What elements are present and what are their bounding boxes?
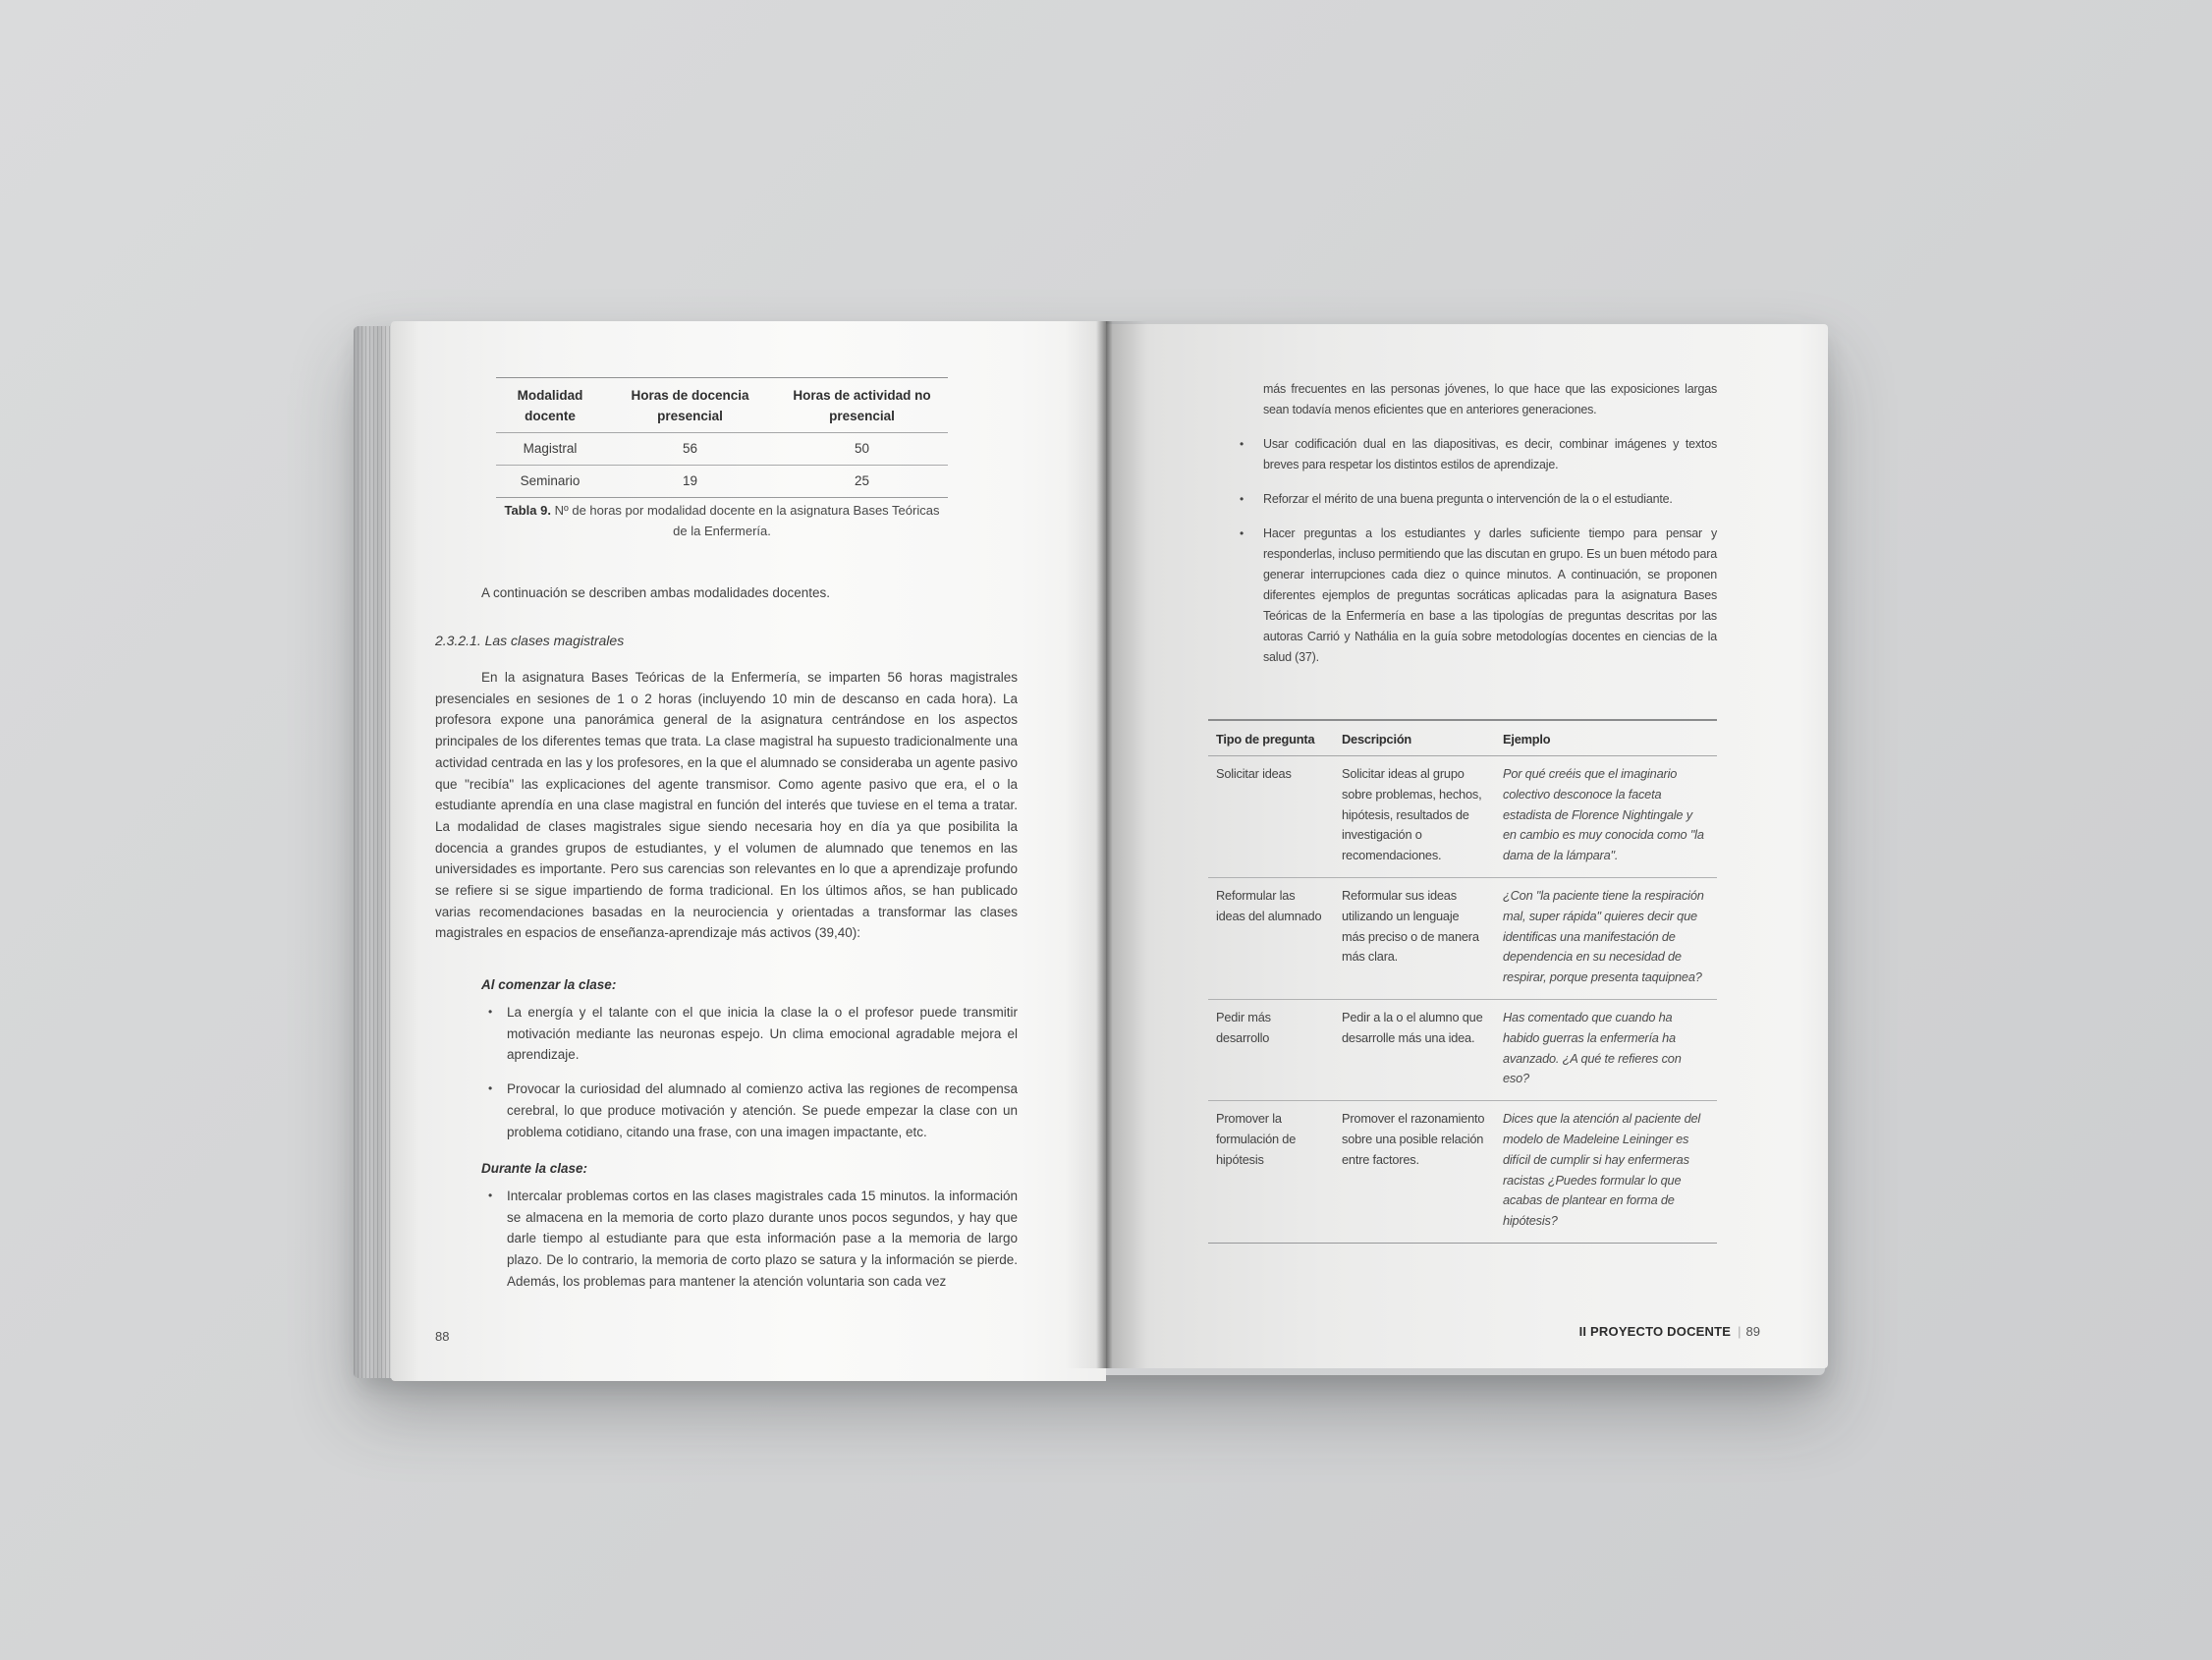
table-caption [496,500,948,541]
col-header-modalidad: Modalidad docente [496,378,604,433]
table-row [496,466,948,498]
bullet-list-recommendations [1240,434,1717,681]
bullet-icon: • [1240,437,1244,451]
table-header-row [496,378,948,433]
table-caption-label: Tabla 9. [504,503,551,518]
table-header-row [1208,720,1717,756]
bullet-icon: • [488,1005,493,1019]
list-item-text: Provocar la curiosidad del alumnado al comienzo activa las regiones de recompensa cerebral, lo que produce motivación y atención. Se puede empezar la clase con un problema cotidiano, citando una frase, con una imagen impactante, etc. [507,1081,1018,1139]
bullet-icon: • [1240,492,1244,506]
list-item-text: Intercalar problemas cortos en las clases magistrales cada 15 minutos. la información se almacena en la memoria de corto plazo durante unos pocos segundos, y hay que darle tiempo al estudiante para que esta información pase a la memoria de largo plazo. De lo contrario, la memoria de corto plazo se satura y la información se pierde. Además, los problemas para mantener la atención voluntaria son cada vez [507,1189,1018,1289]
list-item [1240,524,1717,668]
table-caption-text: Nº de horas por modalidad docente en la asignatura Bases Teóricas de la Enfermería. [550,503,940,538]
cell-tipo: Reformular las ideas del alumnado [1208,877,1334,999]
list-item [488,1186,1018,1293]
cell-ejemplo: ¿Con "la paciente tiene la respiración mal, super rápida" quieres decir que identificas una manifestación de dependencia en su necesidad de respirar, porque presenta taquipnea? [1495,877,1717,999]
cell-descripcion: Pedir a la o el alumno que desarrolle más una idea. [1334,999,1495,1100]
cell-tipo: Pedir más desarrollo [1208,999,1334,1100]
table-row [1208,999,1717,1100]
cell-tipo: Promover la formulación de hipótesis [1208,1101,1334,1244]
cell-modalidad: Magistral [496,433,604,466]
table-row [1208,756,1717,878]
question-types-table [1208,719,1717,1244]
page-footer [1208,1324,1760,1339]
col-header-tipo: Tipo de pregunta [1208,720,1334,756]
table-row [1208,1101,1717,1244]
page-number-right: 89 [1745,1324,1760,1339]
list-item-text: Reforzar el mérito de una buena pregunta o intervención de la o el estudiante. [1263,492,1673,506]
col-header-ejemplo: Ejemplo [1495,720,1717,756]
col-header-actividad: Horas de actividad no presencial [776,378,948,433]
list-item-text: La energía y el talante con el que inicia la clase la o el profesor puede transmitir motivación mediante las neuronas espejo. Un clima emocional agradable mejora el aprendizaje. [507,1005,1018,1063]
cell-horas-actividad: 25 [776,466,948,498]
cell-ejemplo: Has comentado que cuando ha habido guerras la enfermería ha avanzado. ¿A qué te refieres con eso? [1495,999,1717,1100]
cell-modalidad: Seminario [496,466,604,498]
col-header-descripcion: Descripción [1334,720,1495,756]
list-item-text: Hacer preguntas a los estudiantes y darles suficiente tiempo para pensar y responderlas, incluso permitiendo que las discutan en grupo. Es un buen método para generar interrupciones cada diez o quince minutos. A continuación, se proponen diferentes ejemplos de preguntas socráticas aplicadas para la asignatura Bases Teóricas de la Enfermería en base a las tipologías de preguntas descritas por las autoras Carrió y Nathália en la guía sobre metodologías docentes en ciencias de la salud (37). [1263,526,1717,664]
cell-horas-docencia: 56 [604,433,776,466]
cell-tipo: Solicitar ideas [1208,756,1334,878]
cell-horas-docencia: 19 [604,466,776,498]
bullet-list-durante [488,1186,1018,1305]
bullet-list-al-comenzar [488,1002,1018,1155]
table-row [496,433,948,466]
subheading-al-comenzar: Al comenzar la clase: [481,977,617,992]
cell-ejemplo: Por qué creéis que el imaginario colectivo desconoce la faceta estadista de Florence Nightingale y en cambio es muy conocida como "la dama de la lámpara". [1495,756,1717,878]
bullet-icon: • [1240,526,1244,540]
list-item-text: Usar codificación dual en las diapositivas, es decir, combinar imágenes y textos breves para respetar los distintos estilos de aprendizaje. [1263,437,1717,471]
list-item [1240,434,1717,475]
book-page-stack-edge [354,326,393,1378]
cell-horas-actividad: 50 [776,433,948,466]
cell-descripcion: Solicitar ideas al grupo sobre problemas, hechos, hipótesis, resultados de investigación o recomendaciones. [1334,756,1495,878]
table-row [1208,877,1717,999]
section-heading: 2.3.2.1. Las clases magistrales [435,633,625,648]
cell-descripcion: Reformular sus ideas utilizando un lenguaje más preciso o de manera más clara. [1334,877,1495,999]
bullet-icon: • [488,1081,493,1096]
page-right [1106,324,1828,1368]
hours-per-modality-table [496,377,948,498]
bullet-icon: • [488,1189,493,1202]
list-item [488,1002,1018,1066]
intro-paragraph: A continuación se describen ambas modalidades docentes. [481,585,830,600]
page-number-left: 88 [435,1329,450,1344]
continuation-paragraph: más frecuentes en las personas jóvenes, lo que hace que las exposiciones largas sean todavía menos eficientes que en anteriores generaciones. [1263,382,1717,416]
footer-separator: | [1738,1324,1742,1339]
page-left [391,321,1106,1381]
cell-descripcion: Promover el razonamiento sobre una posible relación entre factores. [1334,1101,1495,1244]
col-header-docencia: Horas de docencia presencial [604,378,776,433]
list-item [488,1079,1018,1142]
body-paragraph: En la asignatura Bases Teóricas de la Enfermería, se imparten 56 horas magistrales presenciales en sesiones de 1 o 2 horas (incluyendo 10 min de descanso en cada hora). La profesora expone una panorámica general de la asignatura centrándose en los aspectos principales de los diferentes temas que trata. La clase magistral ha supuesto tradicionalmente una actividad centrada en las y los profesores, en la que el alumnado se consideraba un agente pasivo que "recibía" las explicaciones del agente transmisor. Como agente pasivo que era, el o la estudiante aprendía en una clase magistral en función del interés que tuviese en el tema a tratar. La modalidad de clases magistrales sigue siendo necesaria hoy en día ya que posibilita la docencia a grandes grupos de estudiantes, y el volumen de alumnado que tenemos en las universidades es importante. Pero sus carencias son relevantes en lo que a aprendizaje profundo se refiere si se sigue impartiendo de forma tradicional. En los últimos años, se han publicado varias recomendaciones basadas en la neurociencia y orientadas a transformar las clases magistrales en espacios de enseñanza-aprendizaje más activos (39,40): [435,670,1018,941]
cell-ejemplo: Dices que la atención al paciente del modelo de Madeleine Leininger es difícil de cumplir si hay enfermeras racistas ¿Puedes formular lo que acabas de plantear en forma de hipótesis? [1495,1101,1717,1244]
subheading-durante: Durante la clase: [481,1161,588,1176]
footer-section-title: II PROYECTO DOCENTE [1578,1324,1732,1339]
list-item [1240,489,1717,510]
